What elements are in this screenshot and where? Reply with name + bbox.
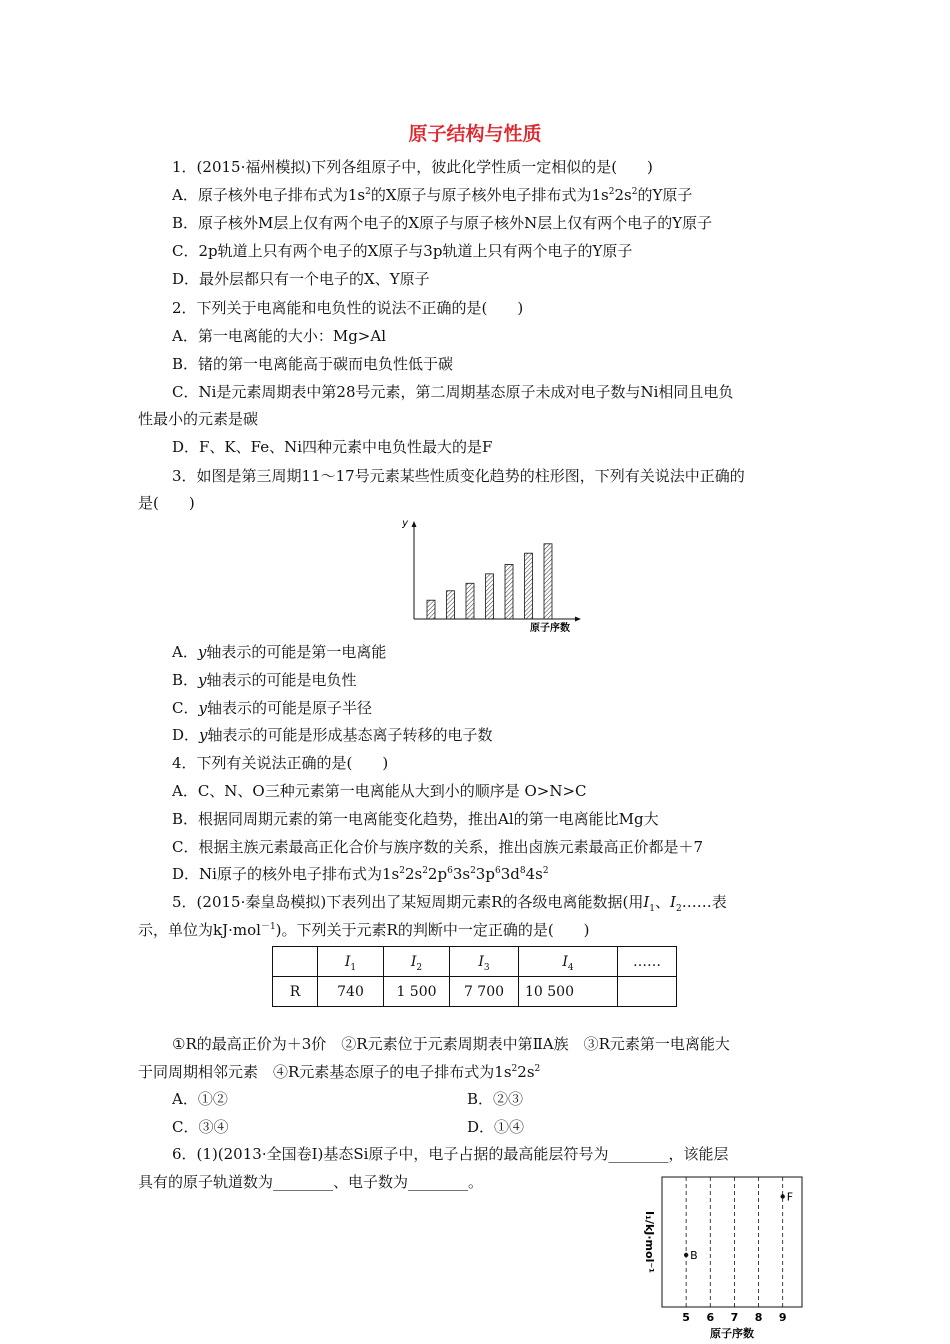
q2-option-c: C．Ni是元素周期表中第28号元素，第二周期基态原子未成对电子数与Ni相同且电负 [172,383,734,401]
y-axis-arrow [412,521,417,527]
table-header-row [273,947,677,977]
bar-16 [525,553,533,619]
q5-statements: ①R的最高正价为＋3价 ②R元素位于元素周期表中第ⅡA族 ③R元素第一电离能大 [172,1035,730,1053]
q3-option-b: B．y轴表示的可能是电负性 [172,671,357,689]
q5-option-b: B．②③ [467,1090,524,1108]
table-header-cell: $I_1$ [318,947,384,977]
q3-option-c: C．y轴表示的可能是原子半径 [172,699,372,717]
q2-option-a: A．第一电离能的大小：Mg>Al [172,327,386,345]
q1-option-d: D．最外层都只有一个电子的X、Y原子 [172,270,430,288]
table-header-cell: $I_2$ [384,947,450,977]
table-row [273,977,677,1007]
q4-stem: 4．下列有关说法正确的是( ) [172,754,389,772]
bar-13 [466,583,474,619]
x-tick-label: 6 [706,1311,715,1324]
table-header-cell: $I_4$ [519,947,618,977]
q1-option-b: B．原子核外M层上仅有两个电子的X原子与原子核外N层上仅有两个电子的Y原子 [172,214,713,232]
q4-option-b: B．根据同周期元素的第一电离能变化趋势，推出Al的第一电离能比Mg大 [172,810,659,828]
q4-option-a: A．C、N、O三种元素第一电离能从大到小的顺序是 O>N>C [172,782,587,800]
table-cell [618,977,677,1007]
x-tick-label: 9 [778,1311,787,1324]
q6-line-2: 具有的原子轨道数为________、电子数为________。 [138,1173,484,1191]
table-cell: 740 [318,977,384,1007]
q5-stem-cont: 示，单位为kJ·mol$^{-1}$)。下列关于元素R的判断中一定正确的是( ) [138,921,590,939]
q1-option-a: A．原子核外电子排布式为$1s^2$的X原子与原子核外电子排布式为$1s^22s^2$的Y原子 [172,186,693,204]
q5-option-a: A．①② [172,1090,228,1108]
q5-stem: 5．(2015·秦皇岛模拟)下表列出了某短周期元素R的各级电离能数据(用$I_1$、$I_2\dots\dots$表 [172,893,727,914]
x-tick-label: 7 [730,1311,739,1324]
q3-option-a: A．y轴表示的可能是第一电离能 [172,643,387,661]
q4-option-c: C．根据主族元素最高正化合价与族序数的关系，推出卤族元素最高正价都是＋7 [172,838,704,856]
bar-14 [486,574,494,619]
q4-option-d: D．Ni原子的核外电子排布式为$1s^22s^22p^63s^23p^63d^84s^2$ [172,865,549,883]
x-axis-label: 原子序数 [530,623,570,634]
q3-stem: 3．如图是第三周期11～17号元素某些性质变化趋势的柱形图，下列有关说法中正确的 [172,467,745,485]
table-header-cell: …… [618,947,677,977]
q2-option-d: D．F、K、Fe、Ni四种元素中电负性最大的是F [172,438,493,456]
table-cell: 1 500 [384,977,450,1007]
bar-15 [505,564,513,619]
bar-12 [447,591,455,619]
table-header-cell: $I_3$ [450,947,519,977]
point-B [684,1253,688,1257]
q3-option-d: D．y轴表示的可能是形成基态离子转移的电子数 [172,726,493,744]
bar-17 [544,544,552,619]
q2-stem: 2．下列关于电离能和电负性的说法不正确的是( ) [172,299,524,317]
table-cell: 10 500 [519,977,618,1007]
x-axis-label: 原子序数 [710,1327,754,1340]
q2-option-c-cont: 性最小的元素是碳 [138,410,259,428]
x-tick-label: 8 [754,1311,763,1324]
ionization-energy-table [272,946,677,1007]
x-tick-label: 5 [682,1311,690,1324]
page-title: 原子结构与性质 [408,123,542,145]
y-axis-label: y [402,518,408,529]
point-F [780,1194,784,1198]
x-axis-arrow [575,617,581,622]
q6-ionization-chart [620,1174,820,1342]
q2-option-b: B．锗的第一电离能高于碳而电负性低于碳 [172,355,454,373]
bar-11 [427,600,435,619]
table-cell: 7 700 [450,977,519,1007]
q3-stem-cont: 是( ) [138,494,195,512]
q5-option-c: C．③④ [172,1118,229,1136]
table-header-cell [273,947,318,977]
point-label-F: F [786,1190,794,1204]
q6-line-1: 6．(1)(2013·全国卷Ⅰ)基态Si原子中，电子占据的最高能层符号为________，该能层 [172,1145,729,1163]
point-label-B: B [690,1249,698,1262]
q3-bar-chart [395,512,595,638]
y-axis-label: I₁/kJ·mol⁻¹ [643,1211,656,1273]
q5-statements-cont: 于同周期相邻元素 ④R元素基态原子的电子排布式为$1s^22s^2$ [138,1063,541,1081]
q1-option-c: C．2p轨道上只有两个电子的X原子与3p轨道上只有两个电子的Y原子 [172,242,633,260]
table-cell: R [273,977,318,1007]
q1-stem: 1．(2015·福州模拟)下列各组原子中，彼此化学性质一定相似的是( ) [172,158,653,176]
q5-option-d: D．①④ [467,1118,525,1136]
